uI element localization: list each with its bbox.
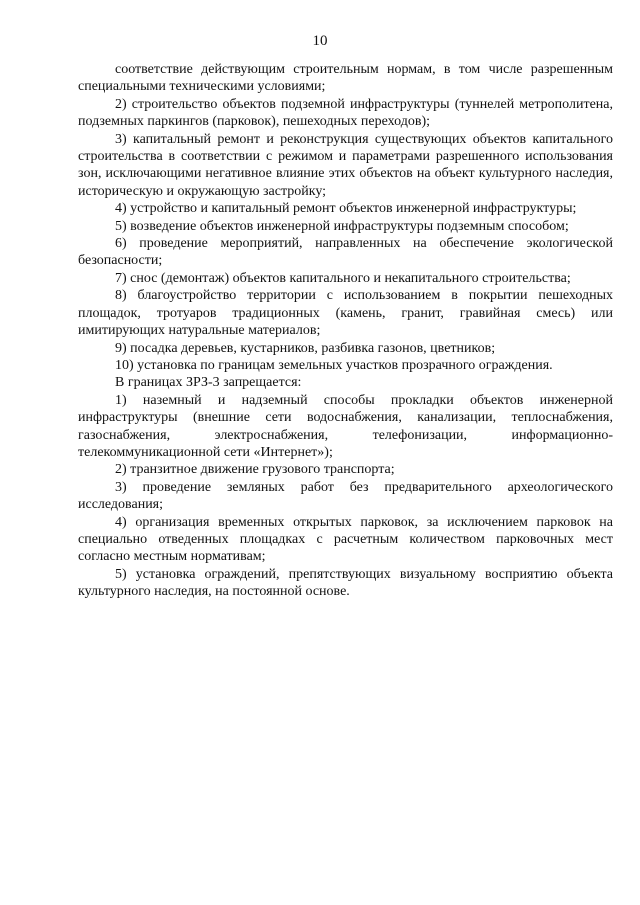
page-number: 10 [312,33,328,49]
paragraph-item-6: 6) проведение мероприятий, направленных на обеспечение экологической безопасности; [78,236,613,269]
paragraph-item-8: 8) благоустройство территории с использованием в покрытии пешеходных площадок, тротуаров традиционных (камень, гранит, гравийная смесь) или имитирующих натуральные материалов; [78,288,613,339]
prohibited-item-4: 4) организация временных открытых парковок, за исключением парковок на специально отведенных площадках с расчетным количеством парковочных мест согласно местным нормативам; [78,514,613,565]
paragraph-item-10: 10) установка по границам земельных участков прозрачного ограждения. [115,357,553,373]
document-body [78,61,613,601]
paragraph-item-7: 7) снос (демонтаж) объектов капитального и некапитального строительства; [115,270,571,286]
paragraph-item-5: 5) возведение объектов инженерной инфраструктуры подземным способом; [115,218,569,234]
paragraph-item-4: 4) устройство и капитальный ремонт объектов инженерной инфраструктуры; [115,201,577,217]
section-heading-zrz3-prohibited: В границах ЗРЗ-3 запрещается: [115,375,302,391]
paragraph-item-9: 9) посадка деревьев, кустарников, разбивка газонов, цветников; [115,340,496,356]
prohibited-item-1: 1) наземный и надземный способы прокладки объектов инженерной инфраструктуры (внешние сети водоснабжения, канализации, теплоснабжения, газоснабжения, электроснабжения, телефонизации, информационно-телекоммуникационной сети «Интернет»); [78,392,613,460]
prohibited-item-3: 3) проведение земляных работ без предварительного археологического исследования; [78,479,613,513]
paragraph-item-3: 3) капитальный ремонт и реконструкция существующих объектов капитального строительства в соответствии с режимом и параметрами разрешенного использования зон, исключающими негативное влияние этих объектов на объект культурного наследия, историческую и окружающую застройку; [78,131,613,199]
paragraph-item-2: 2) строительство объектов подземной инфраструктуры (туннелей метрополитена, подземных паркингов (парковок), пешеходных переходов); [78,96,613,130]
prohibited-item-5: 5) установка ограждений, препятствующих визуальному восприятию объекта культурного наследия, на постоянной основе. [78,566,613,600]
prohibited-item-2: 2) транзитное движение грузового транспорта; [115,462,395,478]
paragraph-continuation: соответствие действующим строительным нормам, в том числе разрешенным специальными техническими условиями; [78,62,613,95]
